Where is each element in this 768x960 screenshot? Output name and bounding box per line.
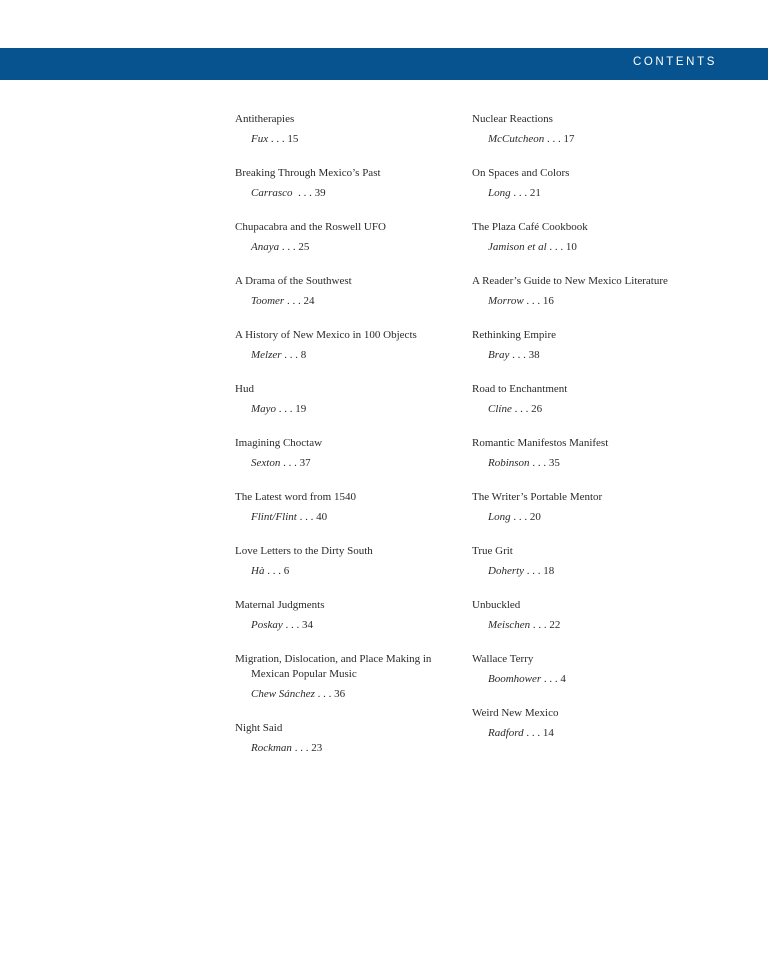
entry-title-text: Rethinking Empire — [472, 329, 557, 341]
toc-entry — [472, 436, 712, 471]
entry-page-number: . . . 26 — [511, 403, 543, 415]
entry-title — [235, 544, 460, 559]
entry-page-number: . . . 21 — [510, 187, 541, 199]
entry-reference — [235, 510, 460, 525]
toc-entry — [235, 112, 460, 147]
entry-page-number: . . . 23 — [291, 742, 323, 754]
entry-page-number: . . . 19 — [276, 403, 307, 415]
toc-entry — [472, 328, 712, 363]
entry-reference — [235, 741, 460, 756]
toc-entry — [472, 598, 712, 633]
entry-title — [235, 436, 460, 451]
toc-entry — [472, 706, 712, 741]
entry-author: Fux — [251, 133, 269, 145]
entry-author: Long — [488, 187, 511, 199]
entry-title — [235, 112, 460, 127]
toc-entry — [235, 721, 460, 756]
entry-reference — [472, 564, 712, 579]
entry-reference — [235, 240, 460, 255]
entry-page-number: . . . 24 — [284, 295, 315, 307]
entry-page-number: . . . 34 — [282, 619, 314, 631]
entry-title — [472, 436, 712, 451]
toc-entry — [472, 112, 712, 147]
toc-entry — [472, 544, 712, 579]
entry-page-number: . . . 8 — [281, 349, 307, 361]
entry-title — [235, 382, 460, 397]
entry-author: Rockman — [251, 742, 292, 754]
entry-reference — [472, 132, 712, 147]
entry-author: Anaya — [251, 241, 280, 253]
entry-author: Long — [488, 511, 511, 523]
entry-title — [472, 544, 712, 559]
entry-reference — [472, 510, 712, 525]
entry-title — [472, 382, 712, 397]
entry-author: Bray — [488, 349, 510, 361]
entry-page-number: . . . 18 — [524, 565, 555, 577]
entry-title-text: A History of New Mexico in 100 Objects — [235, 329, 417, 341]
entry-author: Radford — [488, 727, 524, 739]
entry-title-text: The Writer’s Portable Mentor — [472, 491, 603, 503]
entry-title — [472, 490, 712, 505]
entry-title-text: The Latest word from 1540 — [235, 491, 356, 503]
entry-title — [235, 721, 460, 736]
entry-page-number: . . . 17 — [544, 133, 575, 145]
entry-page-number: . . . 14 — [523, 727, 554, 739]
entry-reference — [235, 618, 460, 633]
entry-title-text: Hud — [235, 383, 254, 395]
entry-reference — [472, 402, 712, 417]
entry-page-number: . . . 25 — [279, 241, 310, 253]
toc-entry — [472, 652, 712, 687]
entry-reference — [472, 240, 712, 255]
entry-page-number: . . . 10 — [546, 241, 577, 253]
toc-entry — [235, 544, 460, 579]
entry-title — [235, 166, 460, 181]
entry-title — [235, 328, 460, 343]
entry-page-number: . . . 4 — [541, 673, 566, 685]
entry-author: Chew Sánchez — [251, 688, 315, 700]
toc-entry — [235, 598, 460, 633]
entry-author: Hà — [251, 565, 265, 577]
entry-title — [235, 490, 460, 505]
entry-title-text: Romantic Manifestos Manifest — [472, 437, 609, 449]
entry-title — [472, 112, 712, 127]
page-title: CONTENTS — [632, 56, 717, 68]
entry-title-text: Breaking Through Mexico’s Past — [235, 167, 381, 179]
entry-page-number: . . . 37 — [280, 457, 311, 469]
entry-title-text: Antitherapies — [235, 113, 295, 125]
entry-title-text: Love Letters to the Dirty South — [235, 545, 373, 557]
entry-title-text: Chupacabra and the Roswell UFO — [235, 221, 386, 233]
entry-title-text: Road to Enchantment — [472, 383, 568, 395]
entry-title-text: The Plaza Café Cookbook — [472, 221, 588, 233]
toc-entry — [472, 220, 712, 255]
contents-column-left — [235, 112, 460, 775]
entry-author: Poskay — [251, 619, 283, 631]
entry-reference — [472, 348, 712, 363]
entry-title-text: Night Said — [235, 722, 283, 734]
toc-entry — [472, 274, 712, 309]
entry-author: Melzer — [251, 349, 282, 361]
toc-entry — [235, 166, 460, 201]
entry-title — [472, 598, 712, 613]
entry-reference — [472, 726, 712, 741]
entry-reference — [235, 456, 460, 471]
entry-author: Morrow — [488, 295, 524, 307]
entry-reference — [235, 294, 460, 309]
entry-title — [472, 220, 712, 235]
entry-reference — [235, 687, 460, 702]
entry-title-continuation: Mexican Popular Music — [251, 668, 357, 680]
entry-author: Mayo — [251, 403, 277, 415]
entry-page-number: . . . 16 — [523, 295, 554, 307]
entry-title-text: A Reader’s Guide to New Mexico Literature — [472, 275, 668, 287]
entry-title-text: Unbuckled — [472, 599, 521, 611]
entry-page-number: . . . 22 — [530, 619, 561, 631]
entry-title — [235, 598, 460, 613]
entry-reference — [235, 186, 460, 201]
entry-title-text: Weird New Mexico — [472, 707, 559, 719]
entry-author: Clíne — [488, 403, 512, 415]
entry-author: Sexton — [251, 457, 281, 469]
entry-title — [472, 706, 712, 721]
entry-page-number: . . . 15 — [268, 133, 299, 145]
toc-entry — [235, 328, 460, 363]
entry-reference — [235, 132, 460, 147]
entry-page-number: . . . 38 — [509, 349, 540, 361]
entry-author: Boomhower — [488, 673, 542, 685]
entry-title-text: Maternal Judgments — [235, 599, 325, 611]
entry-reference — [472, 294, 712, 309]
toc-entry — [235, 436, 460, 471]
entry-title-text: A Drama of the Southwest — [235, 275, 352, 287]
entry-page-number: . . . 40 — [296, 511, 328, 523]
entry-reference — [472, 456, 712, 471]
entry-page-number: . . . 39 — [292, 187, 326, 199]
entry-title — [472, 328, 712, 343]
entry-page-number: . . . 36 — [314, 688, 346, 700]
entry-title-text: On Spaces and Colors — [472, 167, 570, 179]
entry-author: McCutcheon — [488, 133, 545, 145]
entry-title — [235, 652, 460, 682]
entry-page-number: . . . 6 — [264, 565, 290, 577]
entry-reference — [472, 672, 712, 687]
toc-entry — [235, 274, 460, 309]
entry-author: Meischen — [488, 619, 531, 631]
toc-entry — [235, 220, 460, 255]
contents-column-right — [472, 112, 712, 760]
entry-title — [472, 652, 712, 667]
toc-entry — [235, 490, 460, 525]
entry-reference — [472, 186, 712, 201]
entry-author: Carrasco — [251, 187, 293, 199]
entry-title — [235, 220, 460, 235]
entry-author: Doherty — [488, 565, 525, 577]
toc-entry — [472, 490, 712, 525]
entry-page-number: . . . 20 — [510, 511, 541, 523]
toc-entry — [472, 382, 712, 417]
toc-entry — [235, 652, 460, 702]
entry-author: Toomer — [251, 295, 285, 307]
entry-reference — [235, 564, 460, 579]
entry-reference — [235, 348, 460, 363]
entry-title — [235, 274, 460, 289]
entry-reference — [472, 618, 712, 633]
toc-entry — [472, 166, 712, 201]
entry-title-text: Imagining Choctaw — [235, 437, 323, 449]
toc-entry — [235, 382, 460, 417]
entry-author: Jamison et al — [488, 241, 547, 253]
entry-title-text: Migration, Dislocation, and Place Making in — [235, 653, 432, 665]
entry-title — [472, 166, 712, 181]
entry-author: Robinson — [488, 457, 530, 469]
header-bar — [0, 48, 768, 80]
entry-page-number: . . . 35 — [529, 457, 560, 469]
entry-title-text: Wallace Terry — [472, 653, 534, 665]
entry-title-text: Nuclear Reactions — [472, 113, 553, 125]
entry-author: Flint/Flint — [251, 511, 297, 523]
entry-title — [472, 274, 712, 289]
entry-title-text: True Grit — [472, 545, 513, 557]
entry-reference — [235, 402, 460, 417]
